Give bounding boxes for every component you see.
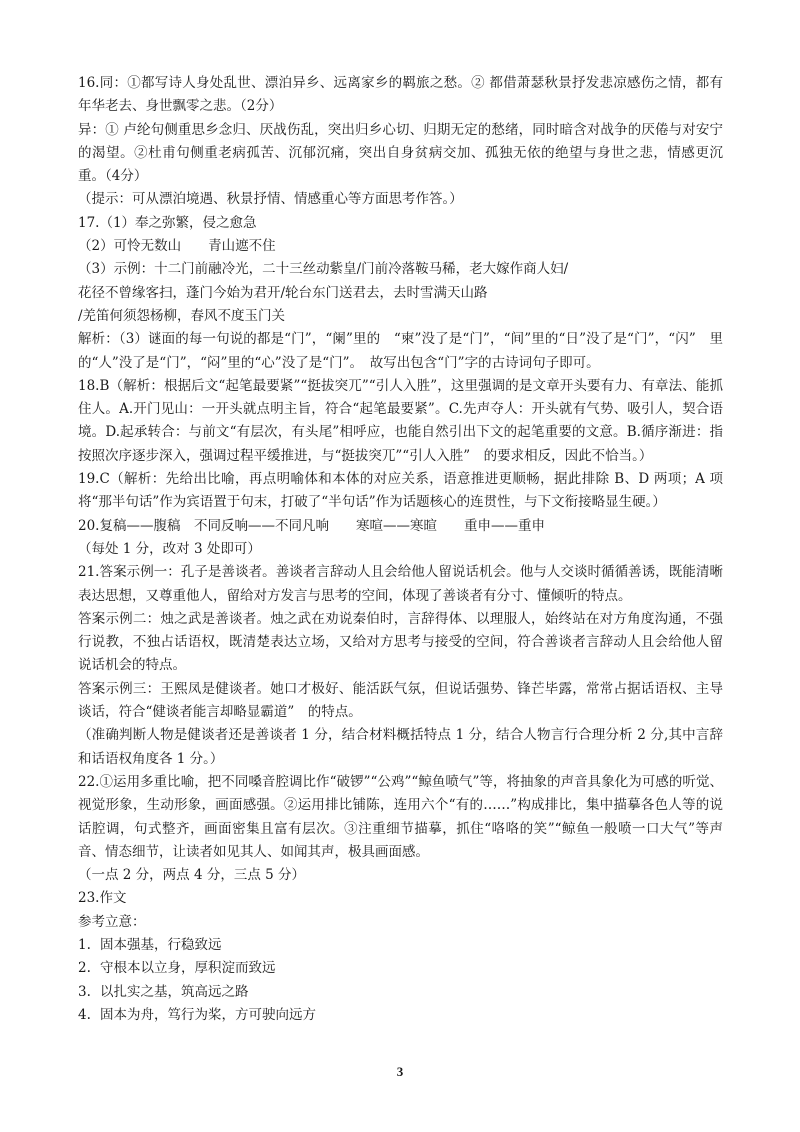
q23-title: 23.作文 <box>78 890 127 907</box>
q19-answer: 19.C（解析：先给出比喻，再点明喻体和本体的对应关系，语意推进更顺畅，据此排除 B、D 两项；A 项将“那半句话”作为宾语置于句末，打破了“半句话”作为话题核心的连贯性，与下文衔接略显生硬。） <box>78 471 723 511</box>
list-item <box>78 1004 723 1027</box>
list-item-number: 3. <box>78 983 91 1000</box>
list-item-number: 1. <box>78 936 91 953</box>
q21-scoring-note: （准确判断人物是健谈者还是善谈者 1 分，结合材料概括特点 1 分，结合人物言行合理分析 2 分,其中言辞和话语权角度各 1 分。） <box>78 727 723 767</box>
list-item-text: 守根本以立身，厚积淀而致远 <box>100 960 276 977</box>
q17-part3-line1: （3）示例：十二门前融冷光，二十三丝动紫皇/门前冷落鞍马稀，老大嫁作商人妇/ <box>78 261 569 278</box>
list-item-number: 4. <box>78 1006 91 1023</box>
q20-answer: 20.复稿——腹稿 不同反响——不同凡响 寒喧——寒暄 重申——重申 <box>78 517 545 534</box>
list-item-text: 以扎实之基，筑高远之路 <box>100 983 249 1000</box>
list-item <box>78 981 723 1004</box>
q21-example-1: 21.答案示例一：孔子是善谈者。善谈者言辞动人且会给他人留说话机会。他与人交谈时循循善诱，既能清晰表达思想，又尊重他人，留给对方发言与思考的空间，体现了善谈者有分寸、懂倾听的特点。 <box>78 564 723 604</box>
q17-part1: 17.（1）奉之弥繁，侵之愈急 <box>78 214 257 231</box>
list-item <box>78 934 723 957</box>
list-item-number: 2. <box>78 960 91 977</box>
q16-similarities: 16.同：①都写诗人身处乱世、漂泊异乡、远离家乡的羁旅之愁。② 都借萧瑟秋景抒发悲凉感伤之情，都有年华老去、身世飘零之悲。（2分） <box>78 75 723 115</box>
q23-reference-label: 参考立意： <box>78 913 146 930</box>
q16-hint: （提示：可从漂泊境遇、秋景抒情、情感重心等方面思考作答。） <box>78 191 463 208</box>
q17-part3-line3: /羌笛何须怨杨柳，春风不度玉门关 <box>78 307 286 324</box>
q17-part3-line2: 花径不曾缘客扫，蓬门今始为君开/轮台东门送君去，去时雪满天山路 <box>78 284 488 301</box>
list-item-text: 固本为舟，笃行为桨，方可驶向远方 <box>100 1006 316 1023</box>
q22-answer: 22.①运用多重比喻，把不同嗓音腔调比作“破锣”“公鸡”“鲸鱼喷气”等，将抽象的声音具象化为可感的听觉、视觉形象，生动形象，画面感强。②运用排比铺陈，连用六个“有的……”构成排比，集中描摹各色人等的说话腔调，句式整齐，画面密集且富有层次。③注重细节描摹，抓住“咯咯的笑”“鲸鱼一般喷一口大气”等声音、情态细节，让读者如见其人、如闻其声，极具画面感。 <box>78 773 723 860</box>
q17-analysis: 解析：（3）谜面的每一句说的都是“门”，“阑”里的 “柬”没了是“门”，“间”里的“日”没了是“门”，“闪” 里的“人”没了是“门”，“闷”里的“心”没了是“门”。 故写出包含“门”字的古诗词句子即可。 <box>78 331 723 371</box>
q21-example-3: 答案示例三：王熙凤是健谈者。她口才极好、能活跃气氛，但说话强势、锋芒毕露，常常占据话语权、主导谈话，符合“健谈者能言却略显霸道” 的特点。 <box>78 680 723 721</box>
essay-theme-list <box>78 934 723 1027</box>
q16-differences: 异：① 卢纶句侧重思乡念归、厌战伤乱，突出归乡心切、归期无定的愁绪，同时暗含对战争的厌倦与对安宁的渴望。②杜甫句侧重老病孤苦、沉郁沉痛，突出自身贫病交加、孤独无依的绝望与身世之悲，情感更沉重。（4分） <box>78 121 723 185</box>
q21-example-2: 答案示例二：烛之武是善谈者。烛之武在劝说秦伯时，言辞得体、以理服人，始终站在对方角度沟通，不强行说教，不独占话语权，既清楚表达立场，又给对方思考与接受的空间，符合善谈者言辞动人且会给他人留说话机会的特点。 <box>78 610 723 674</box>
q20-scoring-note: （每处 1 分，改对 3 处即可） <box>78 540 261 557</box>
answer-key-content <box>78 72 723 1027</box>
page-number: 3 <box>396 1064 404 1079</box>
q17-part2: （2）可怜无数山 青山遮不住 <box>78 238 276 255</box>
list-item <box>78 957 723 980</box>
q18-answer: 18.B（解析：根据后文“起笔最要紧”“挺拔突兀”“引人入胜”，这里强调的是文章开头要有力、有章法、能抓住人。A.开门见山：一开头就点明主旨，符合“起笔最要紧”。C.先声夺人：开头就有气势、吸引人，契合语境。D.起承转合：与前文“有层次，有头尾”相呼应，也能自然引出下文的起笔重要的文意。B.循序渐进：指按照次序逐步深入，强调过程平缓推进，与“挺拔突兀”“引人入胜” 的要求相反，因此不恰当。） <box>78 377 723 464</box>
list-item-text: 固本强基，行稳致远 <box>100 936 222 953</box>
q22-scoring-note: （一点 2 分，两点 4 分，三点 5 分） <box>78 867 306 884</box>
